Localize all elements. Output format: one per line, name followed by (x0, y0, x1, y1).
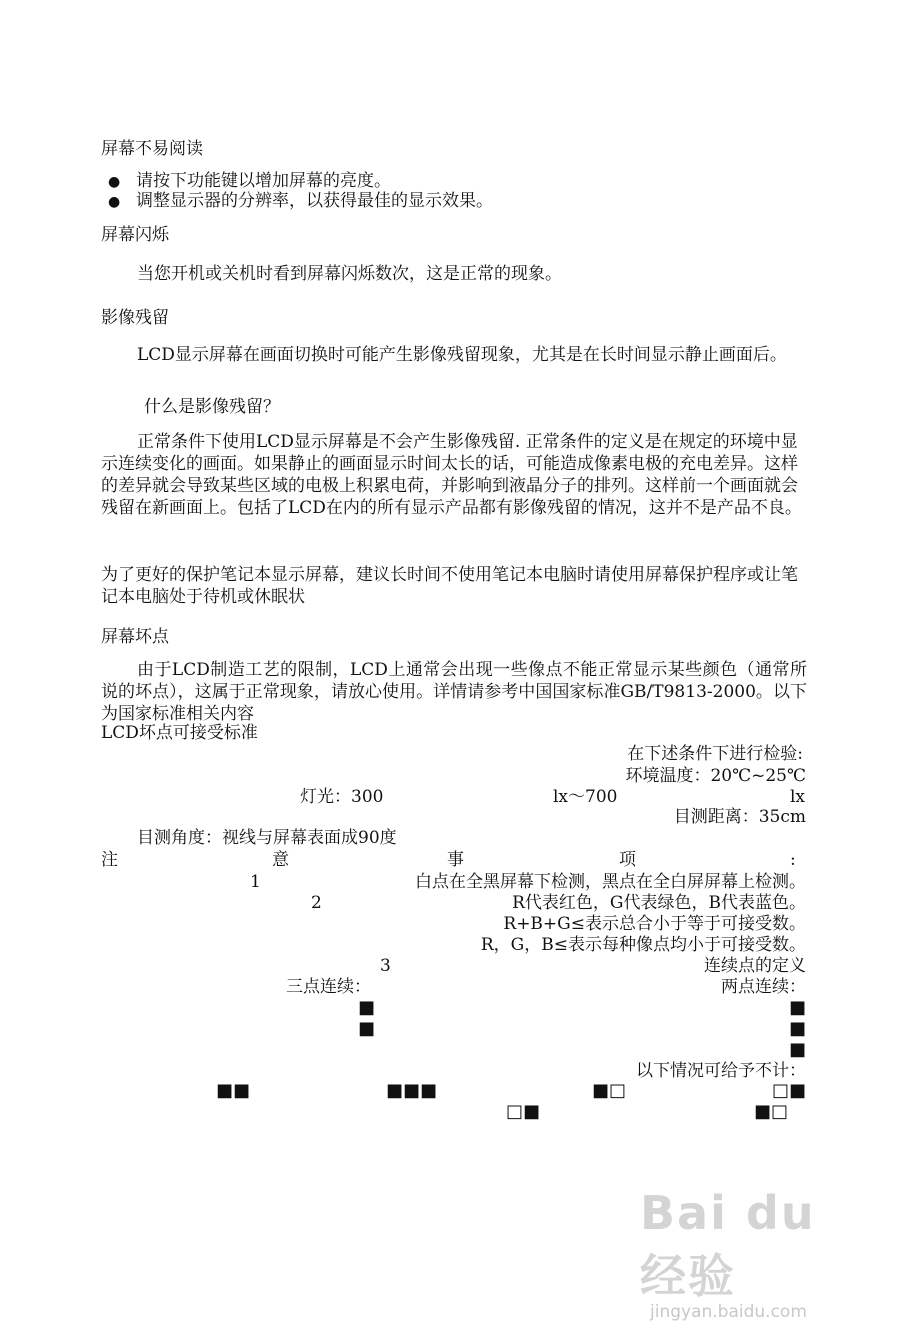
heading-screen-flicker: 屏幕闪烁 (101, 225, 169, 245)
note-2-number: 2 (311, 893, 322, 913)
filled-square-icon: ■ (789, 997, 807, 1018)
conditions-light-a: 灯光：300 (300, 787, 384, 807)
heading-screen-hard-to-read: 屏幕不易阅读 (101, 139, 203, 159)
watermark-url: jingyan.baidu.com (650, 1302, 807, 1322)
heading-image-retention: 影像残留 (101, 308, 169, 328)
conditions-temperature: 环境温度：20℃~25℃ (625, 766, 806, 786)
filled-square-icon: ■ (789, 1018, 807, 1039)
pixel-pattern-triple: ■■■ (386, 1080, 438, 1101)
three-consecutive-label: 三点连续： (286, 977, 371, 997)
pixel-pattern-filled-empty: ■□ (754, 1101, 789, 1122)
two-consecutive-label: 两点连续： (721, 977, 806, 997)
bullet-icon: ● (108, 194, 121, 210)
note-1-number: 1 (250, 872, 261, 892)
filled-square-icon: ■ (358, 1018, 376, 1039)
baidu-watermark (640, 1186, 870, 1322)
heading-dead-pixels: 屏幕坏点 (101, 627, 169, 647)
note-3-text: 连续点的定义 (704, 956, 806, 976)
conditions-intro: 在下述条件下进行检验: (627, 744, 803, 764)
notes-heading-char-3: 事 (447, 850, 464, 870)
notes-heading-colon: : (790, 850, 796, 870)
note-1-text: 白点在全黑屏幕下检测，黑点在全白屏屏幕上检测。 (415, 872, 806, 892)
filled-square-icon: ■ (358, 997, 376, 1018)
pixel-pattern-empty-filled: □■ (506, 1101, 541, 1122)
notes-heading-char-2: 意 (272, 850, 289, 870)
pixel-pattern-pair: ■■ (216, 1080, 251, 1101)
excluded-cases-label: 以下情况可给予不计： (636, 1061, 806, 1081)
bullet-text-resolution: 调整显示器的分辨率，以获得最佳的显示效果。 (136, 191, 493, 211)
bullet-icon: ● (108, 174, 121, 190)
note-2-text-b: R+B+G≤表示总合小于等于可接受数。 (503, 914, 806, 934)
retention-question: 什么是影像残留？ (144, 397, 280, 417)
retention-paragraph-1: LCD显示屏幕在画面切换时可能产生影像残留现象，尤其是在长时间显示静止画面后。 (137, 345, 787, 365)
conditions-light-c: lx (790, 787, 806, 807)
note-2-text-a: R代表红色，G代表绿色，B代表蓝色。 (512, 893, 806, 913)
conditions-light-b: lx～700 (553, 787, 618, 807)
pixel-pattern-empty-filled: □■ (772, 1080, 807, 1101)
baidu-logo: Bai du 经验 (640, 1186, 816, 1303)
conditions-distance: 目测距离：35cm (673, 807, 806, 827)
notes-heading-char-4: 项 (619, 850, 636, 870)
dead-pixel-standard-title: LCD坏点可接受标准 (101, 723, 258, 743)
filled-square-icon: ■ (789, 1039, 807, 1060)
note-2-text-c: R，G，B≤表示每种像点均小于可接受数。 (480, 935, 806, 955)
bullet-text-brightness: 请按下功能键以增加屏幕的亮度。 (136, 171, 391, 191)
pixel-pattern-filled-empty: ■□ (592, 1080, 627, 1101)
notes-heading-char-1: 注 (101, 850, 118, 870)
retention-paragraph-2: 正常条件下使用LCD显示屏幕是不会产生影像残留. 正常条件的定义是在规定的环境中显示连续变化的画面。如果静止的画面显示时间太长的话，可能造成像素电极的充电差异。这样的差异就会导致某些区域的电极上积累电荷，并影响到液晶分子的排列。这样前一个画面就会残留在新画面上。包括了LCD在内的所有显示产品都有影像残留的情况，这并不是产品不良。 (101, 432, 802, 518)
note-3-number: 3 (380, 956, 391, 976)
dead-pixel-paragraph: 由于LCD制造工艺的限制，LCD上通常会出现一些像点不能正常显示某些颜色（通常所说的坏点），这属于正常现象，请放心使用。详情请参考中国国家标准GB/T9813-2000。以下为国家标准相关内容 (101, 660, 807, 724)
conditions-angle: 目测角度：视线与屏幕表面成90度 (137, 828, 397, 848)
flicker-text: 当您开机或关机时看到屏幕闪烁数次，这是正常的现象。 (137, 264, 562, 284)
retention-paragraph-3: 为了更好的保护笔记本显示屏幕，建议长时间不使用笔记本电脑时请使用屏幕保护程序或让笔记本电脑处于待机或休眠状 (101, 565, 798, 607)
